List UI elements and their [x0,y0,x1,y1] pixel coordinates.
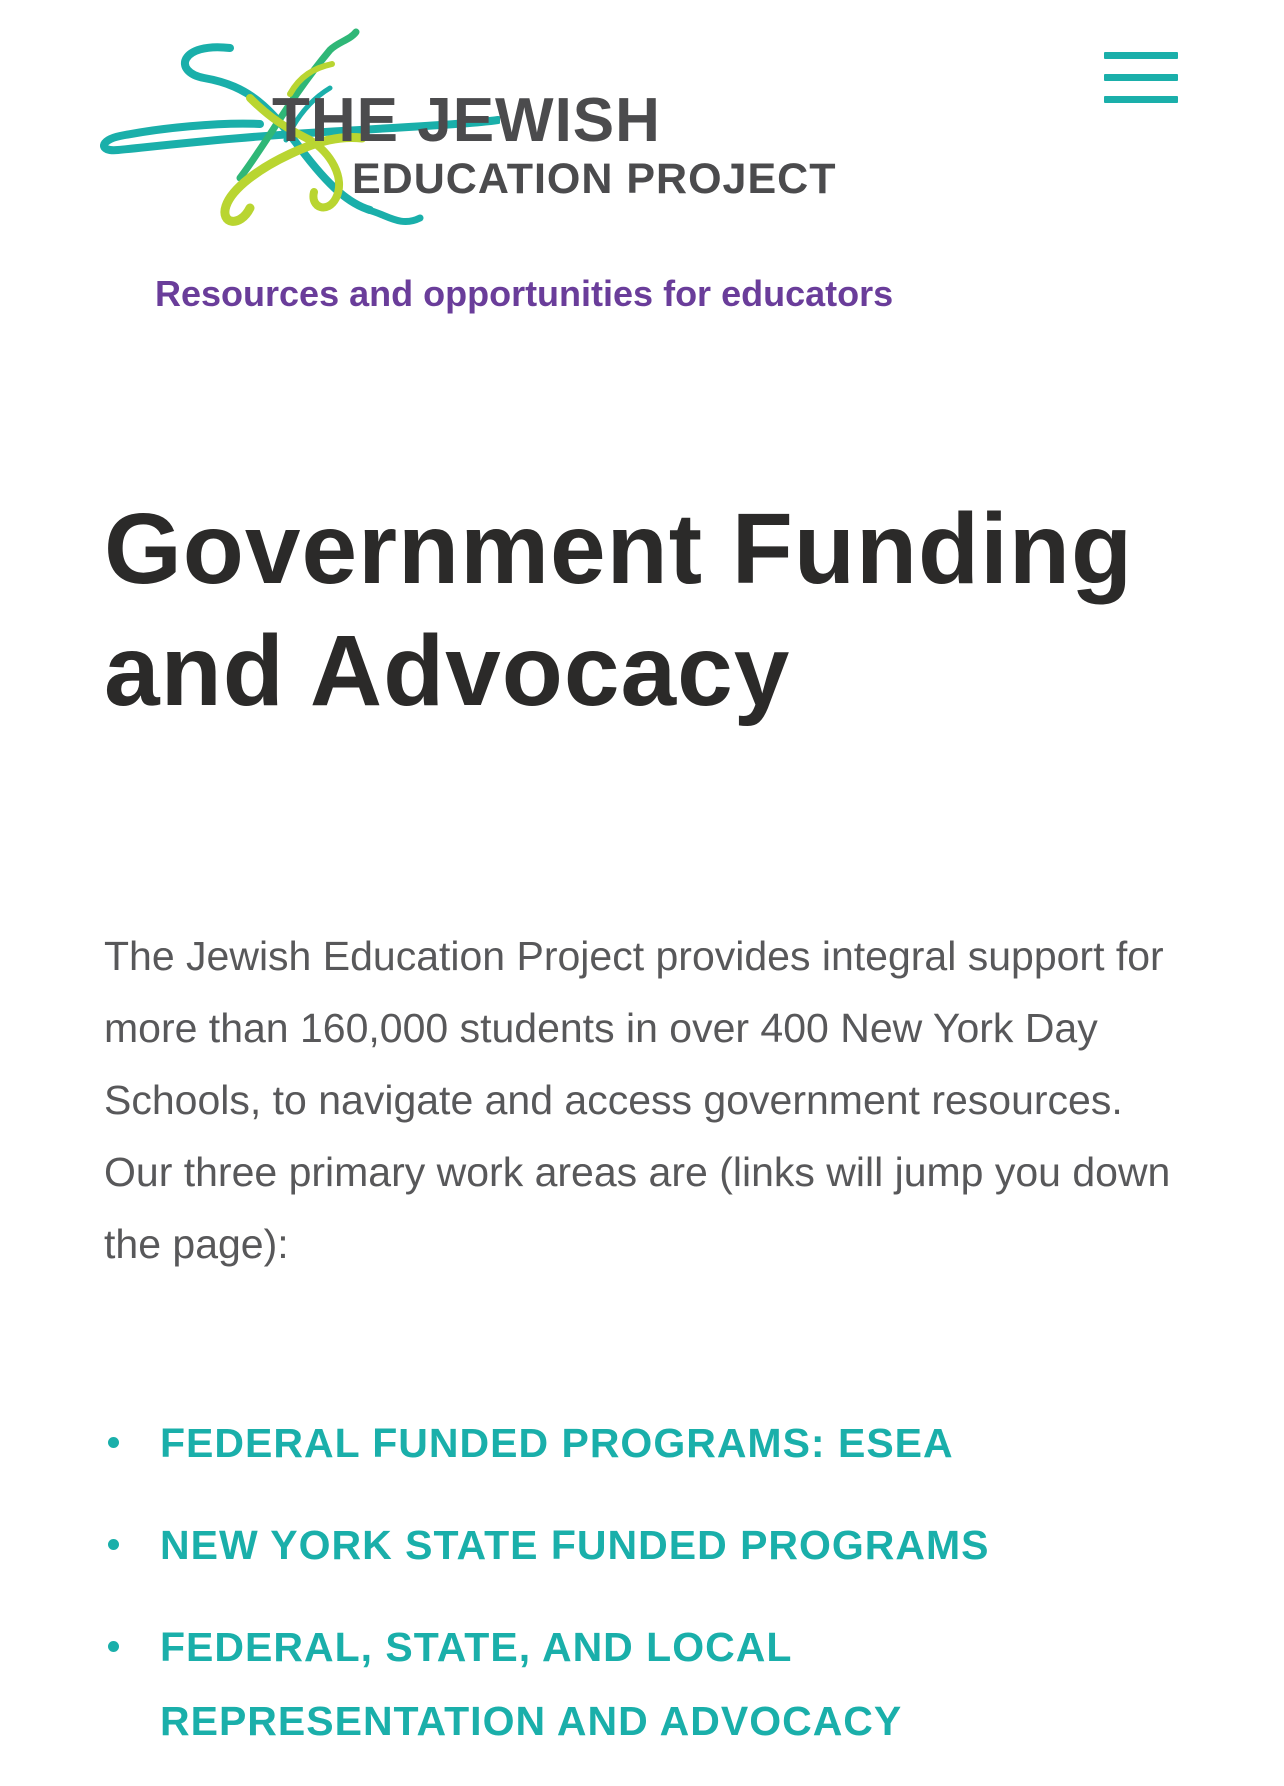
bullet-icon [108,1539,119,1550]
page-title: Government Funding and Advocacy [104,493,1134,727]
list-item [104,1406,1184,1480]
site-tagline: Resources and opportunities for educators [155,273,894,314]
intro-paragraph: The Jewish Education Project provides integral support for more than 160,000 students in over 400 New York Day Schools, to navigate and access government resources. Our three primary work areas are (links will jump you down the page): [104,933,1171,1267]
work-area-link-esea[interactable]: FEDERAL FUNDED PROGRAMS: ESEA [160,1420,954,1466]
site-logo[interactable] [100,28,880,238]
list-item [104,1508,1184,1582]
hamburger-menu-icon[interactable] [1104,52,1178,104]
work-area-link-nys[interactable]: NEW YORK STATE FUNDED PROGRAMS [160,1522,990,1568]
work-areas-list [104,1406,1184,1786]
list-item [104,1610,1184,1758]
bullet-icon [108,1641,119,1652]
logo-text-line1: THE JEWISH [272,86,661,155]
site-header [0,0,1284,330]
work-area-link-advocacy[interactable]: FEDERAL, STATE, AND LOCAL REPRESENTATION AND ADVOCACY [160,1624,903,1744]
bullet-icon [108,1437,119,1448]
logo-text-line2: EDUCATION PROJECT [352,155,837,203]
